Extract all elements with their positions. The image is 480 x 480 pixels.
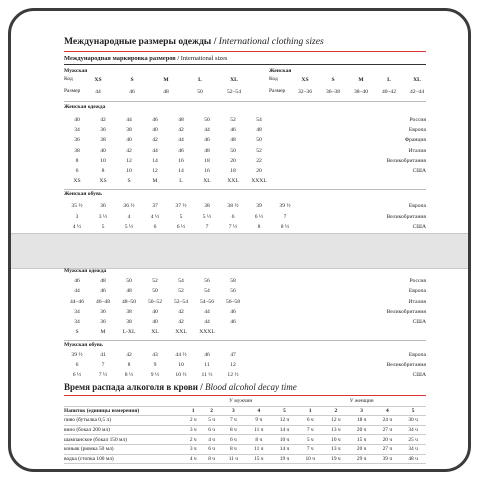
men-hours-cell: 4 ч — [184, 454, 202, 464]
alcohol-row — [64, 444, 426, 454]
unit-number-header: 4 — [246, 406, 272, 416]
size-cell: 50 — [152, 288, 158, 295]
size-cell: 35 ½ — [71, 203, 83, 209]
size-cell: 16 — [178, 157, 184, 164]
unit-number-header: 5 — [400, 406, 426, 416]
size-cell: 7 ½ — [98, 372, 108, 378]
size-cell: 50 — [256, 137, 262, 144]
country-label: Россия — [409, 117, 426, 123]
size-cell: 50–52 — [148, 298, 162, 305]
size-cell: 10 — [178, 362, 184, 368]
men-hours-cell: 8 ч — [221, 425, 246, 435]
size-cell: XL — [230, 77, 238, 83]
size-cell: M — [163, 77, 169, 83]
men-hours-cell: 14 ч — [272, 444, 298, 454]
drink-name: водка (стопка 100 мл) — [64, 454, 184, 464]
size-cell: S — [331, 77, 335, 83]
size-cell: 8 — [75, 157, 79, 164]
women-hours-cell: 15 ч — [349, 435, 375, 445]
size-cell: 40 — [100, 147, 106, 154]
men-hours-cell: 2 ч — [184, 416, 202, 426]
size-cell: 52 — [230, 117, 236, 123]
alcohol-row — [64, 416, 426, 426]
men-hours-cell: 3 ч — [184, 444, 202, 454]
size-cell: 41 — [100, 352, 106, 358]
size-cell: 38 — [126, 127, 132, 134]
country-label: Россия — [409, 278, 426, 284]
size-cell: 8 ½ — [124, 372, 134, 378]
women-size-label: Размер — [269, 88, 286, 94]
size-cell: 39 ½ — [71, 352, 83, 358]
size-cell: 32–36 — [298, 89, 312, 95]
men-hours-cell: 15 ч — [246, 454, 272, 464]
women-hours-cell: 39 ч — [374, 454, 400, 464]
size-cell: 44 — [178, 137, 184, 144]
size-cell: 44 — [204, 127, 210, 134]
size-cell: 5 ½ — [124, 224, 134, 230]
size-cell: XL — [151, 329, 159, 336]
alcohol-table — [64, 397, 426, 464]
men-group-label: У мужчин — [184, 397, 297, 406]
size-cell: 4 — [127, 213, 131, 220]
women-hours-cell: 13 ч — [323, 444, 349, 454]
women-hours-cell: 5 ч — [297, 435, 323, 445]
size-cell: 48 — [100, 278, 106, 284]
country-label: Италия — [408, 147, 426, 154]
men-hours-cell: 14 ч — [272, 425, 298, 435]
size-cell: 12 ½ — [227, 372, 239, 378]
size-cell: 56 — [230, 288, 236, 295]
men-hours-cell: 7 ч — [221, 416, 246, 426]
size-cell: 54 — [178, 278, 184, 284]
size-cell: 44 — [126, 117, 132, 123]
size-cell: 40 — [152, 308, 158, 315]
size-cell: 11 — [204, 362, 210, 368]
unit-number-header: 1 — [184, 406, 202, 416]
size-cell: 38 — [126, 308, 132, 315]
page-fold — [11, 233, 468, 269]
men-hours-cell: 9 ч — [246, 416, 272, 426]
size-cell: 48 — [163, 89, 169, 95]
size-cell: 6 — [75, 362, 79, 368]
women-hours-cell: 6 ч — [297, 416, 323, 426]
women-hours-cell: 34 ч — [400, 444, 426, 454]
page-title: Международные размеры одежды / International clothing sizes — [64, 36, 324, 47]
size-cell: 8 ½ — [280, 224, 290, 230]
men-hours-cell: 12 ч — [272, 416, 298, 426]
size-cell: 5 ½ — [202, 213, 212, 220]
size-cell: 52 — [256, 147, 262, 154]
size-cell: 8 — [257, 224, 261, 230]
size-cell: 12 — [230, 362, 236, 368]
size-cell: 6 ½ — [72, 372, 82, 378]
size-cell: 50 — [197, 89, 203, 95]
men-shoes-table — [64, 352, 426, 382]
size-cell: 46 — [74, 278, 80, 284]
size-cell — [220, 329, 246, 339]
size-cell: 36–38 — [326, 89, 340, 95]
size-cell: 44 — [204, 319, 210, 326]
size-cell: 54 — [204, 288, 210, 295]
country-label: Европа — [408, 288, 426, 295]
size-cell: 18 — [204, 157, 210, 164]
size-cell: XXXL — [199, 329, 215, 336]
men-clothing-rule — [64, 340, 426, 341]
alcohol-row — [64, 425, 426, 435]
size-cell: 48 — [256, 127, 262, 134]
size-cell: 50 — [204, 117, 210, 123]
alcohol-row — [64, 454, 426, 464]
women-hours-cell: 10 ч — [323, 435, 349, 445]
country-label: Италия — [408, 298, 426, 305]
size-cell: 10 — [100, 157, 106, 164]
size-cell: 44 ½ — [175, 352, 187, 358]
unit-number-header: 1 — [297, 406, 323, 416]
alcohol-title-rule — [64, 395, 426, 396]
size-cell: 42 — [126, 147, 132, 154]
size-cell: 46 — [230, 319, 236, 326]
women-hours-cell: 13 ч — [323, 425, 349, 435]
women-group-label: У женщин — [297, 397, 426, 406]
size-cell: 7 — [283, 213, 287, 220]
unit-number-header: 5 — [272, 406, 298, 416]
size-cell: 6 ½ — [254, 213, 264, 220]
country-label — [272, 178, 426, 188]
size-cell: 7 — [205, 224, 209, 230]
men-hours-cell: 11 ч — [221, 454, 246, 464]
size-cell: 50 — [230, 147, 236, 154]
size-cell: XXL — [227, 178, 239, 185]
women-code-label: Код — [269, 76, 278, 82]
women-hours-cell: 19 ч — [323, 454, 349, 464]
size-cell: 58 — [230, 278, 236, 284]
size-cell: 52 — [178, 288, 184, 295]
size-cell: 54–56 — [200, 298, 214, 305]
alcohol-title: Время распада алкоголя в крови / Blood alcohol decay time — [64, 382, 297, 392]
men-hours-cell: 10 ч — [272, 435, 298, 445]
men-hours-cell: 6 ч — [202, 444, 220, 454]
size-cell: 16 — [204, 167, 210, 174]
size-cell: 38 — [126, 319, 132, 326]
size-cell: S — [127, 178, 131, 185]
size-cell: 6 — [75, 167, 79, 174]
size-cell: 50 — [126, 278, 132, 284]
size-cell: XS — [94, 77, 102, 83]
size-cell: 46 — [204, 137, 210, 144]
country-label: Европа — [408, 127, 426, 134]
size-cell: 56–58 — [226, 298, 240, 305]
women-hours-cell: 18 ч — [349, 416, 375, 426]
size-cell: 37 — [152, 203, 158, 209]
size-cell: 46 — [129, 89, 135, 95]
women-size-row — [291, 89, 431, 95]
size-cell: 52 — [152, 278, 158, 284]
size-cell: 36 — [74, 137, 80, 144]
size-cell: 42 — [178, 127, 184, 134]
size-cell: 44–46 — [70, 298, 84, 305]
women-hours-cell: 27 ч — [374, 425, 400, 435]
size-cell: 52–54 — [227, 89, 241, 95]
size-cell: 46 — [204, 352, 210, 358]
size-cell: 18 — [230, 167, 236, 174]
size-cell: 34 — [74, 127, 80, 134]
size-cell: 46 — [178, 147, 184, 154]
men-code-label: Код — [64, 76, 73, 82]
size-cell: 34 — [74, 308, 80, 315]
women-hours-cell: 24 ч — [374, 416, 400, 426]
size-cell: S — [75, 329, 79, 336]
men-hours-cell: 8 ч — [246, 435, 272, 445]
size-cell: 38 ½ — [227, 203, 239, 209]
title-rule — [64, 51, 426, 52]
size-cell: 12 — [126, 157, 132, 164]
country-label: Великобритания — [386, 213, 426, 220]
size-cell: 46 — [152, 117, 158, 123]
size-cell: M — [358, 77, 364, 83]
drink-name: коньяк (рюмка 50 мл) — [64, 444, 184, 454]
size-cell: XXL — [175, 329, 187, 336]
size-cell: 42 — [126, 352, 132, 358]
men-code-row — [81, 77, 251, 83]
size-cell: 42 — [152, 137, 158, 144]
women-hours-cell: 10 ч — [297, 454, 323, 464]
women-hours-cell: 20 ч — [374, 435, 400, 445]
size-cell: XS — [99, 178, 107, 185]
size-cell: 8 — [127, 362, 131, 368]
page-frame — [8, 8, 471, 472]
women-hours-cell: 29 ч — [349, 454, 375, 464]
alcohol-header-spacer — [64, 397, 184, 406]
size-cell: 6 — [231, 213, 235, 220]
size-cell: M — [100, 329, 106, 336]
size-cell: 14 — [178, 167, 184, 174]
men-hours-cell: 8 ч — [221, 444, 246, 454]
size-cell: S — [130, 77, 134, 83]
country-label: Великобритания — [386, 157, 426, 164]
size-cell: 36 — [100, 203, 106, 209]
drink-name: шампанское (бокал 150 мл) — [64, 435, 184, 445]
size-cell: XXXL — [251, 178, 267, 185]
size-cell: 4 ½ — [150, 213, 160, 220]
country-label: Европа — [408, 352, 426, 358]
country-label: Великобритания — [386, 308, 426, 315]
size-cell: 7 ½ — [228, 224, 238, 230]
alcohol-group-header-row — [64, 397, 426, 406]
women-clothing-heading: Женская одежда — [64, 104, 106, 110]
size-cell: 48 — [204, 147, 210, 154]
women-hours-cell: 27 ч — [374, 444, 400, 454]
country-label: США — [412, 319, 426, 326]
drinks-header: Напиток (единицы измерения) — [64, 406, 184, 416]
size-cell: 4 ½ — [72, 224, 82, 230]
size-cell: 36 ½ — [123, 203, 135, 209]
size-cell: 48 — [126, 288, 132, 295]
size-cell: 14 — [152, 157, 158, 164]
women-hours-cell: 34 ч — [400, 425, 426, 435]
size-cell: 3 ½ — [98, 213, 108, 220]
size-cell: 44 — [74, 288, 80, 295]
size-cell: 6 — [153, 224, 157, 230]
size-cell: 40 — [126, 137, 132, 144]
size-cell: 10 ½ — [175, 372, 187, 378]
size-cell: 42 — [178, 308, 184, 315]
women-clothing-rule — [64, 189, 426, 190]
size-cell: 47 — [230, 352, 236, 358]
size-cell: XS — [73, 178, 81, 185]
country-label: США — [412, 167, 426, 174]
unit-number-header: 3 — [349, 406, 375, 416]
men-shoes-heading: Мужская обувь — [64, 342, 103, 348]
size-cell: 38–40 — [354, 89, 368, 95]
size-cell: 34 — [74, 319, 80, 326]
size-cell: 8 — [101, 167, 105, 174]
marking-rule — [64, 64, 426, 65]
size-block-rule — [64, 101, 426, 102]
size-cell: 38 — [74, 147, 80, 154]
unit-number-header: 2 — [202, 406, 220, 416]
size-cell: L — [387, 77, 391, 83]
women-shoes-table — [64, 203, 426, 235]
size-cell: 48 — [230, 137, 236, 144]
size-cell: 10 — [126, 167, 132, 174]
men-hours-cell: 6 ч — [221, 435, 246, 445]
size-cell: 42–44 — [410, 89, 424, 95]
size-cell: 11 ½ — [201, 372, 213, 378]
size-cell: 6 ½ — [176, 224, 186, 230]
women-hours-cell: 25 ч — [400, 435, 426, 445]
unit-number-header: 2 — [323, 406, 349, 416]
women-clothing-table — [64, 117, 426, 188]
size-cell: 3 — [75, 213, 79, 220]
size-cell: 48–50 — [122, 298, 136, 305]
women-hours-cell: 7 ч — [297, 425, 323, 435]
size-cell: 5 — [179, 213, 183, 220]
size-cell: 46–48 — [96, 298, 110, 305]
country-label: США — [412, 372, 426, 378]
men-hours-cell: 19 ч — [272, 454, 298, 464]
size-cell: 40 — [152, 127, 158, 134]
men-hours-cell: 5 ч — [202, 416, 220, 426]
size-cell: 43 — [152, 352, 158, 358]
women-code-row — [291, 77, 431, 83]
country-label: Франция — [404, 137, 426, 144]
men-hours-cell: 11 ч — [246, 444, 272, 454]
size-cell: 40 — [74, 117, 80, 123]
size-cell: 40 — [152, 319, 158, 326]
size-cell: 40–42 — [382, 89, 396, 95]
size-cell: 56 — [204, 278, 210, 284]
size-cell: 38 — [204, 203, 210, 209]
size-cell: 36 — [100, 308, 106, 315]
size-cell: 22 — [256, 157, 262, 164]
size-cell: 44 — [204, 308, 210, 315]
size-cell: L — [198, 77, 202, 83]
unit-number-header: 3 — [221, 406, 246, 416]
size-cell: 46 — [230, 127, 236, 134]
size-cell: 38 — [100, 137, 106, 144]
men-hours-cell: 3 ч — [184, 425, 202, 435]
size-cell: 36 — [100, 127, 106, 134]
size-cell: 42 — [178, 319, 184, 326]
size-cell: XS — [301, 77, 309, 83]
country-label — [246, 329, 426, 339]
men-hours-cell: 11 ч — [246, 425, 272, 435]
size-cell: L-XL — [122, 329, 136, 336]
size-cell: 46 — [100, 288, 106, 295]
drink-name: вино (бокал 200 мл) — [64, 425, 184, 435]
size-cell: 46 — [230, 308, 236, 315]
size-cell: 20 — [230, 157, 236, 164]
country-label: США — [412, 224, 426, 230]
size-cell: 52–54 — [174, 298, 188, 305]
country-label: Великобритания — [386, 362, 426, 368]
country-label: Европа — [408, 203, 426, 209]
marking-heading: Международная маркировка размеров / International sizes — [64, 55, 228, 62]
unit-number-header: 4 — [374, 406, 400, 416]
size-cell: 42 — [100, 117, 106, 123]
size-cell: XL — [203, 178, 211, 185]
alcohol-row — [64, 435, 426, 445]
men-hours-cell: 6 ч — [202, 425, 220, 435]
women-hours-cell: 7 ч — [297, 444, 323, 454]
size-cell: 54 — [256, 117, 262, 123]
size-cell: 37 ½ — [175, 203, 187, 209]
drink-name: пиво (бутылка 0,5 л) — [64, 416, 184, 426]
size-cell: 9 — [153, 362, 157, 368]
men-hours-cell: 2 ч — [184, 435, 202, 445]
size-cell: 9 ½ — [150, 372, 160, 378]
women-hours-cell: 20 ч — [349, 425, 375, 435]
women-hours-cell: 20 ч — [349, 444, 375, 454]
size-cell: 39 — [256, 203, 262, 209]
women-hours-cell: 48 ч — [400, 454, 426, 464]
women-size-heading: Женская — [269, 68, 292, 74]
size-cell: 36 — [100, 319, 106, 326]
men-clothing-heading: Мужская одежда — [64, 268, 107, 274]
men-hours-cell: 8 ч — [202, 454, 220, 464]
size-cell: M — [152, 178, 158, 185]
size-cell: 44 — [95, 89, 101, 95]
men-size-row — [81, 89, 251, 95]
men-size-label: Размер — [64, 88, 81, 94]
women-shoes-heading: Женская обувь — [64, 191, 102, 197]
size-cell: 7 — [101, 362, 105, 368]
men-clothing-table — [64, 278, 426, 340]
size-cell: 44 — [152, 147, 158, 154]
size-cell: 20 — [256, 167, 262, 174]
size-cell: XL — [413, 77, 421, 83]
size-cell: 39 ½ — [279, 203, 291, 209]
size-cell: L — [179, 178, 183, 185]
size-cell: 48 — [178, 117, 184, 123]
size-cell: 12 — [152, 167, 158, 174]
women-hours-cell: 30 ч — [400, 416, 426, 426]
men-size-heading: Мужская — [64, 68, 88, 74]
men-hours-cell: 4 ч — [202, 435, 220, 445]
size-cell: 5 — [101, 224, 105, 230]
alcohol-number-header-row — [64, 406, 426, 416]
women-hours-cell: 12 ч — [323, 416, 349, 426]
